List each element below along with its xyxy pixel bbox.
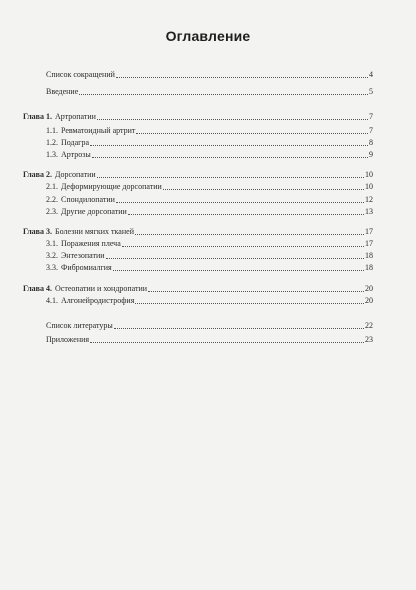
toc-page-number: 12 (365, 195, 373, 204)
toc-leader-dots (92, 150, 368, 158)
toc-label: Приложения (46, 335, 90, 344)
toc-label: Дорсопатии (55, 170, 96, 179)
toc-entry-1-1 (46, 126, 373, 136)
toc-page-number: 17 (365, 239, 373, 248)
toc-page-number: 20 (365, 284, 373, 293)
toc-section-number: 2.2. (46, 195, 58, 204)
toc-label: Спондилопатии (61, 195, 115, 204)
toc-entry-chapter-2 (23, 170, 373, 180)
toc-section-number: 3.3. (46, 263, 58, 272)
toc-leader-dots (135, 296, 364, 304)
toc-label: Введение (46, 87, 79, 96)
toc-section-number: 2.3. (46, 207, 58, 216)
toc-entry-2-1 (46, 182, 373, 192)
toc-leader-dots (106, 251, 364, 259)
toc-entry-1-3 (46, 150, 373, 160)
toc-page-number: 10 (365, 182, 373, 191)
toc-entry-chapter-3 (23, 227, 373, 237)
toc-page-number: 7 (369, 112, 373, 121)
toc-page-number: 10 (365, 170, 373, 179)
toc-leader-dots (113, 263, 364, 271)
toc-entry-1-2 (46, 138, 373, 148)
toc-entry-introduction (46, 87, 373, 97)
toc-chapter-number: Глава 2. (23, 170, 52, 179)
toc-entry-2-2 (46, 195, 373, 205)
toc-entry-3-2 (46, 251, 373, 261)
toc-label: Подагра (61, 138, 89, 147)
toc-leader-dots (136, 126, 368, 134)
toc-label: Алгонейродистрофия (61, 296, 135, 305)
toc-leader-dots (163, 182, 364, 190)
toc-label: Деформирующие дорсопатии (61, 182, 162, 191)
toc-leader-dots (97, 112, 368, 120)
toc-leader-dots (90, 335, 364, 343)
toc-page-number: 4 (369, 70, 373, 79)
toc-leader-dots (79, 87, 368, 95)
toc-page-number: 23 (365, 335, 373, 344)
toc-label: Артропатии (55, 112, 96, 121)
toc-page-number: 7 (369, 126, 373, 135)
toc-entry-appendices (46, 335, 373, 345)
toc-label: Остеопатии и хондропатии (55, 284, 148, 293)
toc-entry-references (46, 321, 373, 331)
toc-page-number: 13 (365, 207, 373, 216)
toc-leader-dots (116, 70, 368, 78)
toc-leader-dots (116, 195, 364, 203)
toc-entry-chapter-4 (23, 284, 373, 294)
toc-label: Другие дорсопатии (61, 207, 127, 216)
toc-leader-dots (148, 284, 364, 292)
toc-page-number: 20 (365, 296, 373, 305)
toc-section-number: 4.1. (46, 296, 58, 305)
toc-entry-3-3 (46, 263, 373, 273)
toc-label: Поражения плеча (61, 239, 121, 248)
toc-leader-dots (114, 321, 364, 329)
toc-leader-dots (135, 227, 364, 235)
toc-entry-4-1 (46, 296, 373, 306)
toc-section-number: 2.1. (46, 182, 58, 191)
toc-label: Болезни мягких тканей (55, 227, 134, 236)
toc-leader-dots (128, 207, 364, 215)
toc-section-number: 3.1. (46, 239, 58, 248)
toc-page-number: 18 (365, 251, 373, 260)
toc-page-number: 9 (369, 150, 373, 159)
toc-page-number: 18 (365, 263, 373, 272)
page-title: Оглавление (165, 28, 251, 44)
toc-page-number: 17 (365, 227, 373, 236)
toc-entry-abbreviations (46, 70, 373, 80)
toc-label: Фибромиалгия (61, 263, 112, 272)
toc-section-number: 1.1. (46, 126, 58, 135)
toc-page-number: 22 (365, 321, 373, 330)
toc-entry-chapter-1 (23, 112, 373, 122)
toc-leader-dots (97, 170, 364, 178)
toc-page-number: 8 (369, 138, 373, 147)
toc-leader-dots (122, 239, 364, 247)
toc-chapter-number: Глава 1. (23, 112, 52, 121)
toc-entry-2-3 (46, 207, 373, 217)
toc-chapter-number: Глава 4. (23, 284, 52, 293)
toc-label: Список литературы (46, 321, 113, 330)
toc-section-number: 1.2. (46, 138, 58, 147)
toc-leader-dots (90, 138, 368, 146)
toc-entry-3-1 (46, 239, 373, 249)
toc-label: Энтезопатии (61, 251, 105, 260)
toc-chapter-number: Глава 3. (23, 227, 52, 236)
toc-page-number: 5 (369, 87, 373, 96)
toc-section-number: 3.2. (46, 251, 58, 260)
toc-label: Ревматоидный артрит (61, 126, 136, 135)
toc-label: Список сокращений (46, 70, 115, 79)
toc-label: Артрозы (61, 150, 91, 159)
toc-section-number: 1.3. (46, 150, 58, 159)
